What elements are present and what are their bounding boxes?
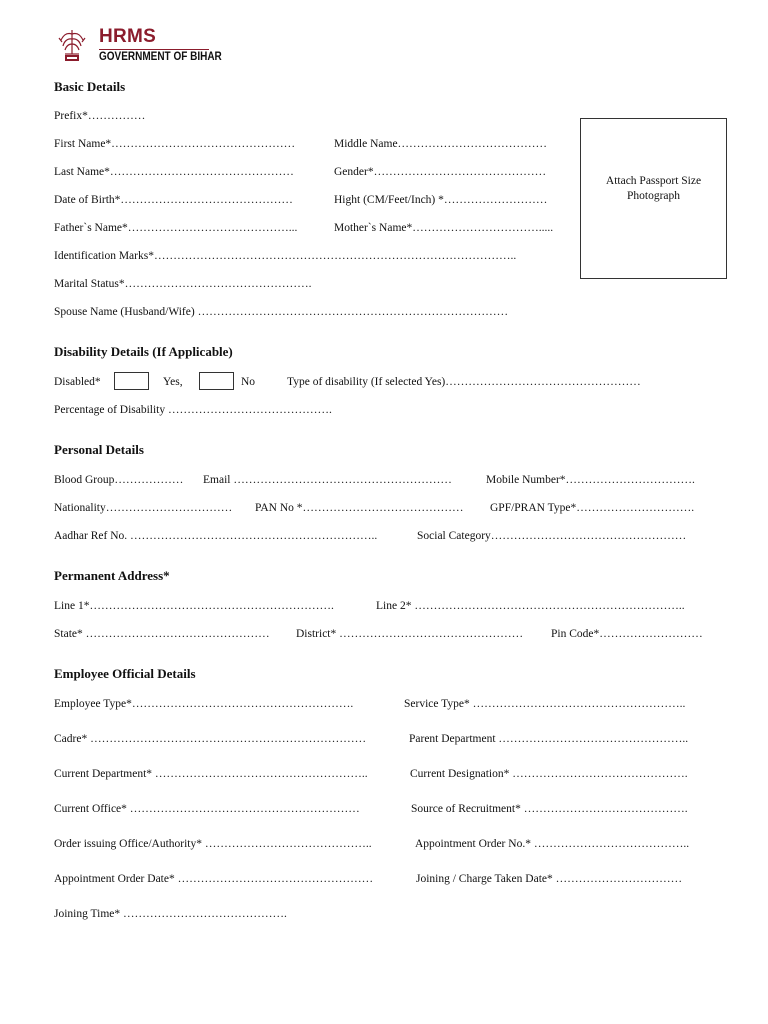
disabled-no-checkbox[interactable] [199, 372, 234, 390]
pin-code-field[interactable]: Pin Code*……………………… [551, 628, 703, 640]
photo-box-label: Attach Passport Size Photograph [605, 175, 702, 202]
logo-subtitle: GOVERNMENT OF BIHAR [99, 51, 222, 64]
last-name-field[interactable]: Last Name*………………………………………… [54, 166, 294, 178]
basic-details-heading: Basic Details [54, 79, 126, 94]
current-office-field[interactable]: Current Office* …………………………………………………… [54, 803, 360, 815]
date-of-birth-field[interactable]: Date of Birth*……………………………………… [54, 194, 293, 206]
hrms-logo [53, 26, 222, 66]
appointment-order-date-field[interactable]: Appointment Order Date* …………………………………………… [54, 873, 374, 885]
joining-charge-date-field[interactable]: Joining / Charge Taken Date* …………………………… [416, 873, 683, 885]
personal-details-heading: Personal Details [54, 442, 144, 457]
order-issuing-office-field[interactable]: Order issuing Office/Authority* …………………………………….. [54, 838, 372, 850]
disability-type-field[interactable]: Type of disability (If selected Yes)…………………………………………… [287, 376, 641, 388]
permanent-address-heading: Permanent Address* [54, 568, 170, 583]
address-line2-field[interactable]: Line 2* …………………………………………………………….. [376, 600, 685, 612]
address-line1-field[interactable]: Line 1*………………………………………………………. [54, 600, 334, 612]
parent-department-field[interactable]: Parent Department ………………………………………….. [409, 733, 689, 745]
gender-field[interactable]: Gender*……………………………………… [334, 166, 547, 178]
employee-official-details-heading: Employee Official Details [54, 666, 196, 681]
employee-type-field[interactable]: Employee Type*…………………………………………………. [54, 698, 354, 710]
logo-title: HRMS [99, 26, 157, 47]
prefix-field[interactable]: Prefix*…………… [54, 110, 146, 122]
spouse-name-field[interactable]: Spouse Name (Husband/Wife) ……………………………………………………………………… [54, 306, 509, 318]
father-name-field[interactable]: Father`s Name*……………………………………... [54, 222, 298, 234]
current-department-field[interactable]: Current Department* ……………………………………………….. [54, 768, 368, 780]
state-field[interactable]: State* ………………………………………… [54, 628, 270, 640]
middle-name-field[interactable]: Middle Name………………………………… [334, 138, 548, 150]
source-of-recruitment-field[interactable]: Source of Recruitment* ……………………………………. [411, 803, 688, 815]
disability-percentage-field[interactable]: Percentage of Disability ……………………………………. [54, 404, 332, 416]
mobile-number-field[interactable]: Mobile Number*……………………………. [486, 474, 695, 486]
bihar-emblem-icon [53, 26, 91, 64]
nationality-field[interactable]: Nationality…………………………… [54, 502, 233, 514]
blood-group-field[interactable]: Blood Group……………… [54, 474, 184, 486]
social-category-field[interactable]: Social Category…………………………………………… [417, 530, 687, 542]
mother-name-field[interactable]: Mother`s Name*……………………………..... [334, 222, 554, 234]
disability-details-heading: Disability Details (If Applicable) [54, 344, 233, 359]
joining-time-field[interactable]: Joining Time* ……………………………………. [54, 908, 287, 920]
cadre-field[interactable]: Cadre* ……………………………………………………………… [54, 733, 367, 745]
appointment-order-no-field[interactable]: Appointment Order No.* ………………………………….. [415, 838, 690, 850]
gpf-pran-type-field[interactable]: GPF/PRAN Type*…………………………. [490, 502, 695, 514]
no-label: No [241, 376, 256, 388]
identification-marks-field[interactable]: Identification Marks*………………………………………………………………………………….. [54, 250, 517, 262]
email-field[interactable]: Email ………………………………………………… [203, 474, 452, 486]
height-field[interactable]: Hight (CM/Feet/Inch) *……………………… [334, 194, 548, 206]
district-field[interactable]: District* ………………………………………… [296, 628, 524, 640]
disabled-yes-checkbox[interactable] [114, 372, 149, 390]
passport-photo-box[interactable] [580, 118, 727, 279]
first-name-field[interactable]: First Name*………………………………………… [54, 138, 296, 150]
disabled-label: Disabled* [54, 376, 101, 388]
service-type-field[interactable]: Service Type* ……………………………………………….. [404, 698, 686, 710]
marital-status-field[interactable]: Marital Status*…………………………………………. [54, 278, 312, 290]
yes-label: Yes, [163, 376, 183, 388]
current-designation-field[interactable]: Current Designation* ………………………………………. [410, 768, 688, 780]
logo-divider [99, 49, 209, 50]
pan-number-field[interactable]: PAN No *…………………………………… [255, 502, 464, 514]
aadhar-field[interactable]: Aadhar Ref No. ……………………………………………………….. [54, 530, 378, 542]
